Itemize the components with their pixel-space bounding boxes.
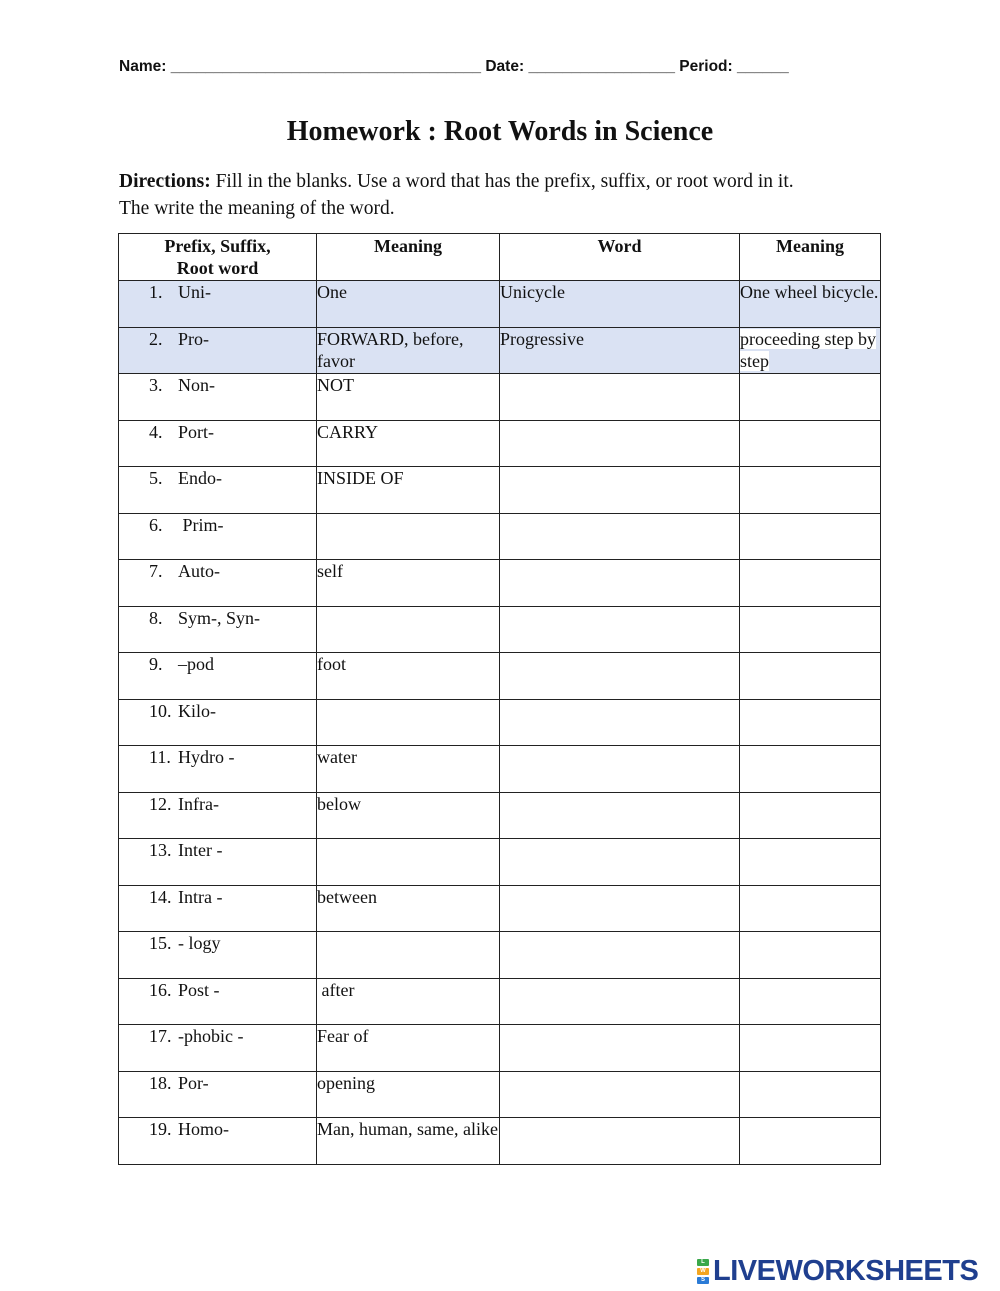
cell-word-meaning[interactable] <box>740 653 881 700</box>
cell-prefix <box>119 420 317 467</box>
cell-word[interactable] <box>500 746 740 793</box>
cell-meaning: NOT <box>317 374 500 421</box>
cell-meaning: opening <box>317 1071 500 1118</box>
cell-word-meaning[interactable] <box>740 1071 881 1118</box>
cell-word[interactable] <box>500 374 740 421</box>
directions-label: Directions: <box>119 171 211 192</box>
cell-word-meaning[interactable] <box>740 792 881 839</box>
prefix-text: Por- <box>178 1072 209 1093</box>
cell-meaning: INSIDE OF <box>317 467 500 514</box>
cell-prefix <box>119 1118 317 1165</box>
cell-word[interactable] <box>500 560 740 607</box>
cell-word[interactable] <box>500 699 740 746</box>
table-row <box>119 560 881 607</box>
cell-word-meaning[interactable] <box>740 467 881 514</box>
cell-word-meaning[interactable] <box>740 932 881 979</box>
cell-meaning: below <box>317 792 500 839</box>
table-row <box>119 1071 881 1118</box>
prefix-text: Inter - <box>178 840 223 860</box>
cell-word[interactable] <box>500 792 740 839</box>
prefix-text: Auto- <box>178 561 220 581</box>
cell-meaning: FORWARD, before, favor <box>317 327 500 374</box>
table-row <box>119 420 881 467</box>
cell-word[interactable] <box>500 1118 740 1165</box>
logo-mark-icon: L W S <box>697 1259 709 1284</box>
row-number: 12. <box>149 793 172 814</box>
cell-meaning: Man, human, same, alike <box>317 1118 500 1165</box>
cell-word[interactable] <box>500 978 740 1025</box>
row-number: 7. <box>149 561 163 581</box>
cell-word[interactable] <box>500 513 740 560</box>
row-number: 15. <box>149 933 172 953</box>
cell-meaning: CARRY <box>317 420 500 467</box>
cell-word[interactable]: Unicycle <box>500 281 740 328</box>
cell-prefix <box>119 978 317 1025</box>
row-number: 2. <box>149 328 163 349</box>
prefix-text: Pro- <box>178 328 209 349</box>
row-number: 8. <box>149 607 163 628</box>
header-word-meaning: Meaning <box>740 234 881 281</box>
cell-meaning: One <box>317 281 500 328</box>
cell-word-meaning[interactable] <box>740 606 881 653</box>
directions-text-line1: Fill in the blanks. Use a word that has the prefix, suffix, or root word in it. <box>210 171 794 192</box>
row-number: 16. <box>149 979 172 1000</box>
cell-word-meaning[interactable]: proceeding step by step <box>740 327 881 374</box>
prefix-text: Port- <box>178 421 214 442</box>
table-row <box>119 606 881 653</box>
prefix-text: Sym-, Syn- <box>178 607 261 628</box>
row-number: 10. <box>149 700 172 721</box>
prefix-text: - logy <box>178 933 221 953</box>
cell-prefix <box>119 885 317 932</box>
cell-meaning: water <box>317 746 500 793</box>
cell-prefix <box>119 606 317 653</box>
table-row <box>119 327 881 374</box>
cell-word[interactable] <box>500 885 740 932</box>
prefix-text: Hydro - <box>178 747 235 767</box>
prefix-text: Non- <box>178 375 215 395</box>
cell-meaning[interactable] <box>317 513 500 560</box>
cell-meaning: between <box>317 885 500 932</box>
cell-word[interactable]: Progressive <box>500 327 740 374</box>
cell-word[interactable] <box>500 467 740 514</box>
table-header-row <box>119 234 881 281</box>
prefix-text: Prim- <box>178 514 224 535</box>
period-label: Period: <box>679 58 733 75</box>
row-number: 1. <box>149 282 163 302</box>
cell-word[interactable] <box>500 1025 740 1072</box>
cell-word-meaning[interactable] <box>740 513 881 560</box>
student-info-line <box>119 58 919 76</box>
prefix-text: -phobic - <box>178 1026 244 1046</box>
cell-word[interactable] <box>500 1071 740 1118</box>
row-number: 5. <box>149 468 163 488</box>
table-row <box>119 467 881 514</box>
prefix-text: Uni- <box>178 282 211 302</box>
table-row <box>119 746 881 793</box>
row-number: 6. <box>149 514 163 535</box>
row-number: 11. <box>149 747 171 767</box>
table-row <box>119 932 881 979</box>
table-row <box>119 978 881 1025</box>
date-field[interactable]: _________________ <box>528 58 675 75</box>
table-row <box>119 699 881 746</box>
cell-prefix <box>119 327 317 374</box>
prefix-text: –pod <box>178 654 214 674</box>
cell-prefix <box>119 653 317 700</box>
cell-meaning: after <box>317 978 500 1025</box>
cell-word-meaning[interactable] <box>740 839 881 886</box>
cell-word[interactable] <box>500 420 740 467</box>
cell-prefix <box>119 699 317 746</box>
header-word: Word <box>500 234 740 281</box>
cell-prefix <box>119 513 317 560</box>
table-row <box>119 1025 881 1072</box>
directions <box>119 168 879 222</box>
row-number: 4. <box>149 421 163 442</box>
row-number: 18. <box>149 1072 172 1093</box>
table-row <box>119 281 881 328</box>
cell-prefix <box>119 467 317 514</box>
cell-word-meaning[interactable] <box>740 746 881 793</box>
cell-prefix <box>119 1071 317 1118</box>
cell-word-meaning[interactable] <box>740 885 881 932</box>
cell-prefix <box>119 281 317 328</box>
cell-word-meaning[interactable] <box>740 1025 881 1072</box>
table-row <box>119 653 881 700</box>
cell-meaning: Fear of <box>317 1025 500 1072</box>
cell-meaning[interactable] <box>317 699 500 746</box>
cell-prefix <box>119 932 317 979</box>
cell-prefix <box>119 839 317 886</box>
period-field[interactable]: ______ <box>737 58 789 75</box>
cell-meaning: foot <box>317 653 500 700</box>
name-label: Name: <box>119 58 167 75</box>
cell-meaning: self <box>317 560 500 607</box>
cell-prefix <box>119 560 317 607</box>
cell-meaning[interactable] <box>317 839 500 886</box>
cell-prefix <box>119 374 317 421</box>
cell-word[interactable] <box>500 932 740 979</box>
cell-word-meaning[interactable] <box>740 560 881 607</box>
cell-word-meaning[interactable] <box>740 1118 881 1165</box>
row-number: 9. <box>149 654 163 674</box>
row-number: 3. <box>149 375 163 395</box>
name-field[interactable]: ____________________________________ <box>170 58 482 75</box>
date-label: Date: <box>485 58 525 75</box>
liveworksheets-logo <box>697 1254 978 1288</box>
row-number: 14. <box>149 886 172 907</box>
root-words-table <box>118 233 881 1165</box>
cell-word-meaning[interactable] <box>740 699 881 746</box>
cell-prefix <box>119 746 317 793</box>
prefix-text: Kilo- <box>178 700 216 721</box>
cell-meaning[interactable] <box>317 932 500 979</box>
cell-word[interactable] <box>500 839 740 886</box>
row-number: 19. <box>149 1119 172 1139</box>
prefix-text: Homo- <box>178 1119 229 1139</box>
table-row <box>119 1118 881 1165</box>
row-number: 13. <box>149 840 172 860</box>
cell-word-meaning[interactable] <box>740 978 881 1025</box>
table-row <box>119 374 881 421</box>
page-title: Homework : Root Words in Science <box>286 116 714 147</box>
row-number: 17. <box>149 1026 172 1046</box>
prefix-text: Infra- <box>178 793 219 814</box>
prefix-text: Post - <box>178 979 220 1000</box>
cell-meaning[interactable] <box>317 606 500 653</box>
table-row <box>119 885 881 932</box>
header-prefix: Prefix, Suffix, Root word <box>119 234 317 281</box>
cell-prefix <box>119 1025 317 1072</box>
directions-text-line2: The write the meaning of the word. <box>119 198 395 219</box>
table-row <box>119 792 881 839</box>
cell-prefix <box>119 792 317 839</box>
header-meaning: Meaning <box>317 234 500 281</box>
cell-word[interactable] <box>500 606 740 653</box>
logo-text: LIVEWORKSHEETS <box>713 1254 979 1287</box>
cell-word-meaning[interactable] <box>740 374 881 421</box>
prefix-text: Endo- <box>178 468 222 488</box>
cell-word-meaning[interactable]: One wheel bicycle. <box>740 281 881 328</box>
table-row <box>119 513 881 560</box>
cell-word-meaning[interactable] <box>740 420 881 467</box>
cell-word[interactable] <box>500 653 740 700</box>
table-row <box>119 839 881 886</box>
prefix-text: Intra - <box>178 886 223 907</box>
